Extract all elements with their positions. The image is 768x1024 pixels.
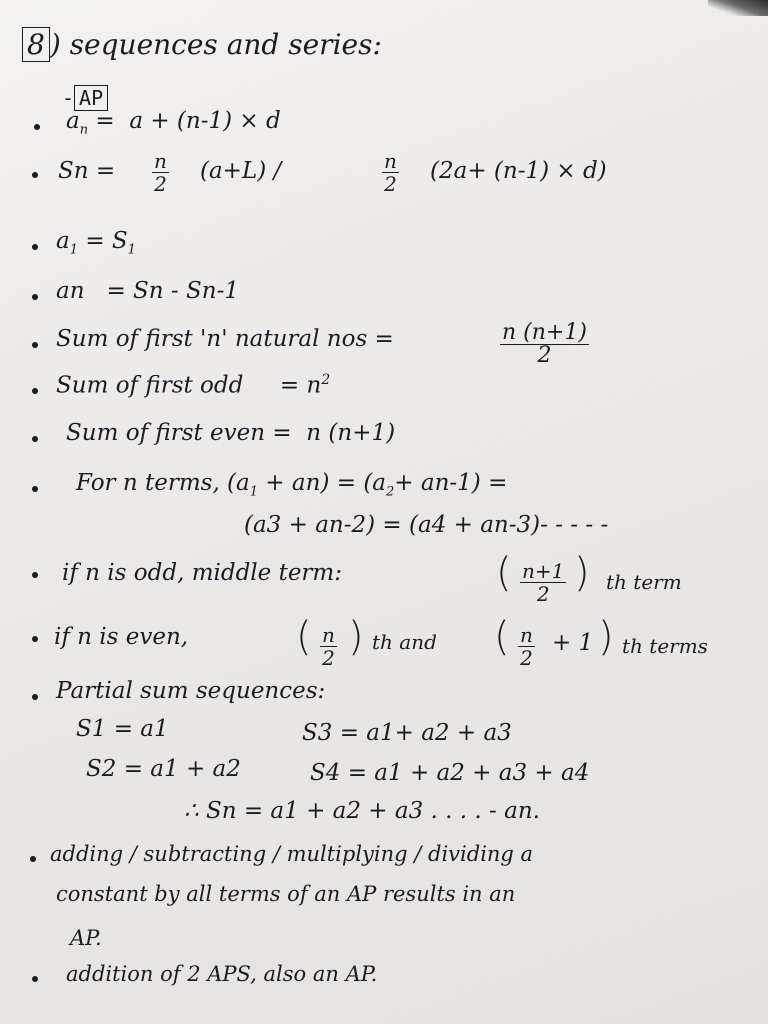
sn-lhs: Sn = xyxy=(58,158,116,184)
odd-rhs: = n xyxy=(279,372,322,399)
odd-middle-num: n+1 xyxy=(522,559,565,583)
odd-middle-den: 2 xyxy=(536,582,550,606)
sn-mid: (a+L) / xyxy=(200,158,282,184)
a1-row: $a_1 = S_1$ xyxy=(56,228,136,258)
a1-eq: = S xyxy=(85,228,128,254)
odd-middle-tail: th term xyxy=(606,570,682,594)
even-middle-frac-num: n xyxy=(322,623,335,647)
ap-tag-label: AP xyxy=(74,85,108,111)
an-formula-row: $a_n = a + (n-1) \times d$ xyxy=(66,108,281,138)
partial-s2: S2 = a1 + a2 xyxy=(86,756,241,782)
const-line3: AP. xyxy=(70,926,102,950)
natural-den: 2 xyxy=(537,343,552,368)
pairs-line1-a: For n terms, (a xyxy=(76,470,250,496)
even-middle-paren-open: ( xyxy=(296,614,312,660)
bullet xyxy=(32,572,38,578)
ap-tag-dash: - xyxy=(62,86,75,110)
natural-label: Sum of first 'n' natural nos = xyxy=(56,326,394,352)
even-middle-paren-close: ) xyxy=(348,614,364,660)
even-middle-paren2-open: ( xyxy=(494,614,510,660)
bullet xyxy=(32,436,38,442)
bullet xyxy=(32,294,38,300)
natural-num: n (n+1) xyxy=(502,320,587,345)
heading: 8 ) sequences and series: xyxy=(22,28,382,61)
an-diff-rhs: = Sn - Sn-1 xyxy=(106,278,239,304)
const-line2: constant by all terms of an AP results in an xyxy=(56,882,516,906)
odd-sup: 2 xyxy=(321,372,331,388)
an-diff-row xyxy=(56,278,239,304)
heading-number: 8 xyxy=(22,27,50,62)
bullet xyxy=(32,388,38,394)
pairs-line1-c: + an-1) = xyxy=(394,470,508,496)
odd-middle-label: if n is odd, middle term: xyxy=(62,560,342,586)
partial-s3: S3 = a1+ a2 + a3 xyxy=(302,720,512,746)
bullet xyxy=(32,244,38,250)
even-middle-paren2-close: ) xyxy=(598,614,614,660)
natural-frac xyxy=(500,322,589,367)
bullet xyxy=(32,172,38,178)
bullet xyxy=(32,636,38,642)
odd-middle-frac xyxy=(520,560,566,605)
sn-frac1-num: n xyxy=(154,149,167,173)
sn-frac1 xyxy=(152,150,169,195)
even-label: Sum of first even = xyxy=(66,420,292,446)
even-middle-tail: th terms xyxy=(622,634,708,658)
even-middle-frac2-den: 2 xyxy=(520,646,533,670)
bullet xyxy=(32,486,38,492)
an-diff-label: an xyxy=(56,278,85,304)
odd-middle-paren-close: ) xyxy=(574,550,590,596)
page-corner-shadow xyxy=(708,0,768,16)
even-row xyxy=(66,420,395,446)
ap-tag xyxy=(62,86,108,110)
addition-line: addition of 2 APS, also an AP. xyxy=(66,962,378,986)
even-middle-mid: th and xyxy=(372,630,437,654)
partial-sn: ∴ Sn = a1 + a2 + a3 . . . . - an. xyxy=(184,798,540,824)
sn-frac1-den: 2 xyxy=(154,172,167,196)
partial-label: Partial sum sequences: xyxy=(56,678,326,704)
sn-frac2-den: 2 xyxy=(384,172,397,196)
pairs-line1-b: + an) = (a xyxy=(265,470,387,496)
odd-middle-paren-open: ( xyxy=(496,550,512,596)
even-rhs: n (n+1) xyxy=(306,420,396,446)
bullet xyxy=(32,976,38,982)
odd-label: Sum of first odd xyxy=(56,372,244,399)
even-middle-frac2-num: n xyxy=(520,623,533,647)
bullet xyxy=(34,124,40,130)
an-formula: a + (n-1) × d xyxy=(129,108,281,134)
even-middle-frac xyxy=(320,624,337,669)
sn-frac2 xyxy=(382,150,399,195)
pairs-line1: For n terms, $(a_1 + an) = (a_2+ an-1)$ = xyxy=(76,470,508,500)
sn-frac2-num: n xyxy=(384,149,397,173)
even-middle-label: if n is even, xyxy=(54,624,189,650)
pairs-line2: (a3 + an-2) = (a4 + an-3)- - - - - xyxy=(244,512,609,538)
even-middle-frac-den: 2 xyxy=(322,646,335,670)
sn-tail: (2a+ (n-1) × d) xyxy=(430,158,607,184)
partial-s4: S4 = a1 + a2 + a3 + a4 xyxy=(310,760,590,786)
odd-row xyxy=(56,372,330,399)
bullet xyxy=(32,694,38,700)
even-middle-frac2 xyxy=(518,624,535,669)
heading-title: sequences and series: xyxy=(69,28,382,61)
partial-s1: S1 = a1 xyxy=(76,716,169,742)
bullet xyxy=(32,342,38,348)
even-middle-plus: + 1 xyxy=(552,630,594,656)
const-line1: adding / subtracting / multiplying / dividing a xyxy=(50,842,534,866)
bullet xyxy=(30,856,36,862)
